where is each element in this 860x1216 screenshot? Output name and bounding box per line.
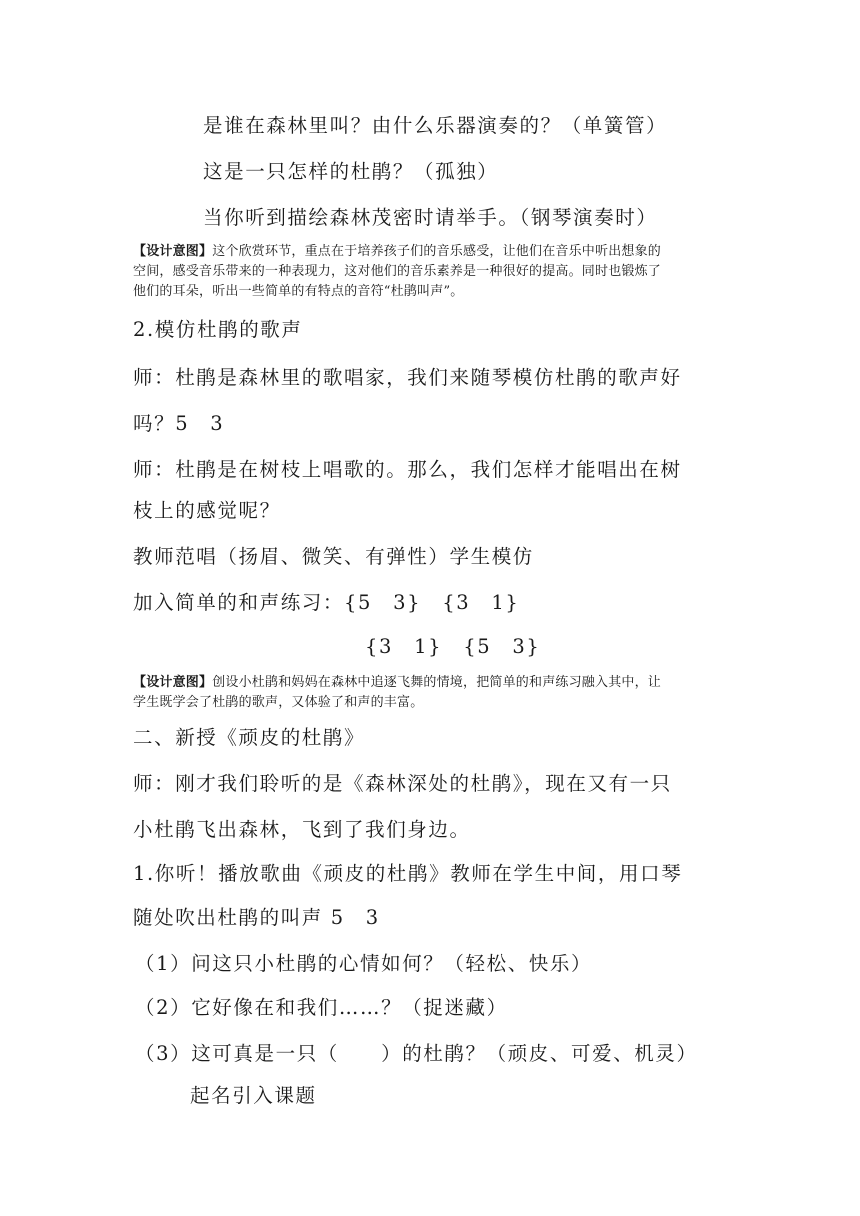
- section-heading-imitate: 2.模仿杜鹃的歌声: [133, 318, 303, 341]
- paragraph-line: 枝上的感觉呢？: [133, 499, 281, 522]
- paragraph-line: 师：杜鹃是森林里的歌唱家，我们来随琴模仿杜鹃的歌声好: [133, 366, 682, 389]
- paragraph-line: 随处吹出杜鹃的叫声 5 3: [133, 906, 380, 929]
- paragraph-line: 教师范唱（扬眉、微笑、有弹性）学生模仿: [133, 545, 534, 568]
- list-item-continuation: 起名引入课题: [190, 1084, 317, 1107]
- section-heading-new-song: 二、新授《顽皮的杜鹃》: [133, 726, 366, 749]
- list-item: （3）这可真是一只（ ）的杜鹃？（顽皮、可爱、机灵）: [135, 1042, 698, 1065]
- note-line: 学生既学会了杜鹃的歌声，又体验了和声的丰富。: [133, 695, 424, 710]
- note-text: 这个欣赏环节，重点在于培养孩子们的音乐感受，让他们在音乐中听出想象的: [212, 244, 662, 259]
- paragraph-line: 1.你听！播放歌曲《顽皮的杜鹃》教师在学生中间，用口琴: [133, 862, 683, 885]
- question-who-sings: 是谁在森林里叫？由什么乐器演奏的？（单簧管）: [203, 114, 668, 137]
- question-raise-hand: 当你听到描绘森林茂密时请举手。（钢琴演奏时）: [203, 206, 658, 229]
- question-what-cuckoo: 这是一只怎样的杜鹃？（孤独）: [203, 160, 499, 183]
- list-item: （2）它好像在和我们……？（捉迷藏）: [135, 996, 508, 1019]
- paragraph-line: 师：刚才我们聆听的是《森林深处的杜鹃》，现在又有一只: [133, 772, 672, 795]
- paragraph-line: 吗？5 3: [133, 412, 225, 435]
- paragraph-line: 师：杜鹃是在树枝上唱歌的。那么，我们怎样才能唱出在树: [133, 458, 682, 481]
- note-line: [133, 673, 733, 693]
- note-text: 创设小杜鹃和妈妈在森林中追逐飞舞的情境，把简单的和声练习融入其中，让: [212, 675, 662, 690]
- harmony-exercise-line: 加入简单的和声练习：{5 3} {3 1}: [133, 591, 520, 614]
- paragraph-line: 小杜鹃飞出森林，飞到了我们身边。: [133, 818, 471, 841]
- list-item: （1）问这只小杜鹃的心情如何？（轻松、快乐）: [135, 952, 593, 975]
- note-line: 空间，感受音乐带来的一种表现力，这对他们的音乐素养是一种很好的提高。同时也锻炼了: [133, 264, 662, 279]
- note-tag: 【设计意图】: [133, 244, 213, 259]
- note-tag: 【设计意图】: [133, 675, 213, 690]
- note-line: 他们的耳朵，听出一些简单的有特点的音符“杜鹃叫声”。: [133, 284, 464, 299]
- harmony-exercise-line-2: {3 1} {5 3}: [365, 635, 541, 658]
- design-intent-note-1: [133, 242, 733, 302]
- design-intent-note-2: [133, 673, 733, 713]
- note-line: [133, 242, 733, 262]
